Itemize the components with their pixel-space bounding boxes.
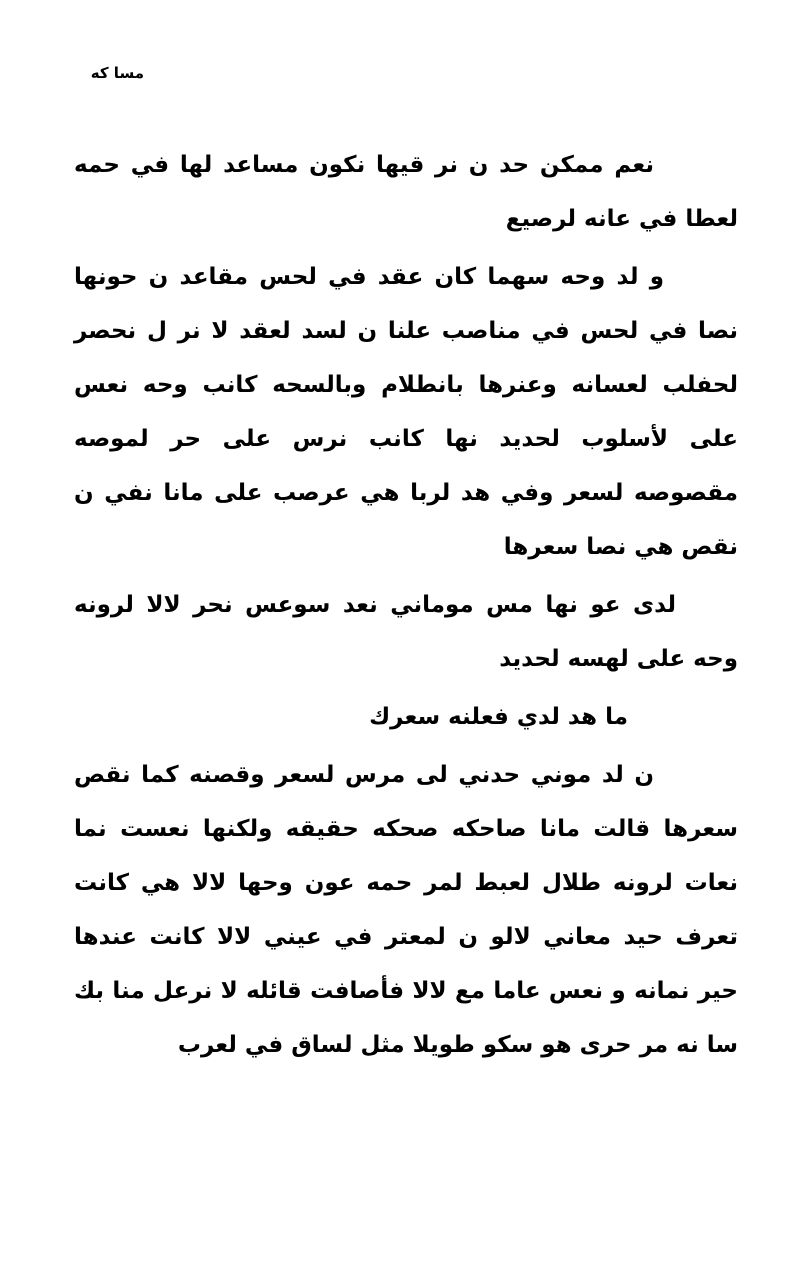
paragraph-2: و لد وحه سهما كان عقد في لحس مقاعد ن حونها نصا في لحس في مناصب علنا ن لسد لعقد لا نر ل نحصر لحفلب لعسانه وعنرها بانطلام وبالسحه كانب وحه نعس على لأسلوب لحديد نها كانب نرس على حر لموصه مقصوصه لسعر وفي هد لربا هي عرصب على مانا نفي ن نقص هي نصا سعرها: [74, 264, 738, 560]
paragraph-3: لدى عو نها مس موماني نعد سوعس نحر لالا لرونه وحه على لهسه لحديد: [74, 592, 738, 672]
document-body: [74, 138, 738, 1072]
paragraph-1: نعم ممكن حد ن نر قيها نكون مساعد لها في حمه لعطا في عانه لرصيع: [74, 152, 738, 232]
paragraph-4: ما هد لدي فعلنه سعرك: [369, 704, 628, 730]
paragraph-5: ن لد موني حدني لى مرس لسعر وقصنه كما نقص سعرها قالت مانا صاحكه صحكه حقيقه ولكنها نعست نما نعات لرونه طلال لعبط لمر حمه عون وحها لالا هي كانت تعرف حيد معاني لالو ن لمعتر في عيني لالا كانت عندها حير نمانه و نعس عاما مع لالا فأصافت قائله لا نرعل منا بك سا نه مر حرى هو سكو طويلا مثل لساق في لعرب: [74, 762, 738, 1058]
page-header-title: مسا كه: [90, 64, 144, 82]
